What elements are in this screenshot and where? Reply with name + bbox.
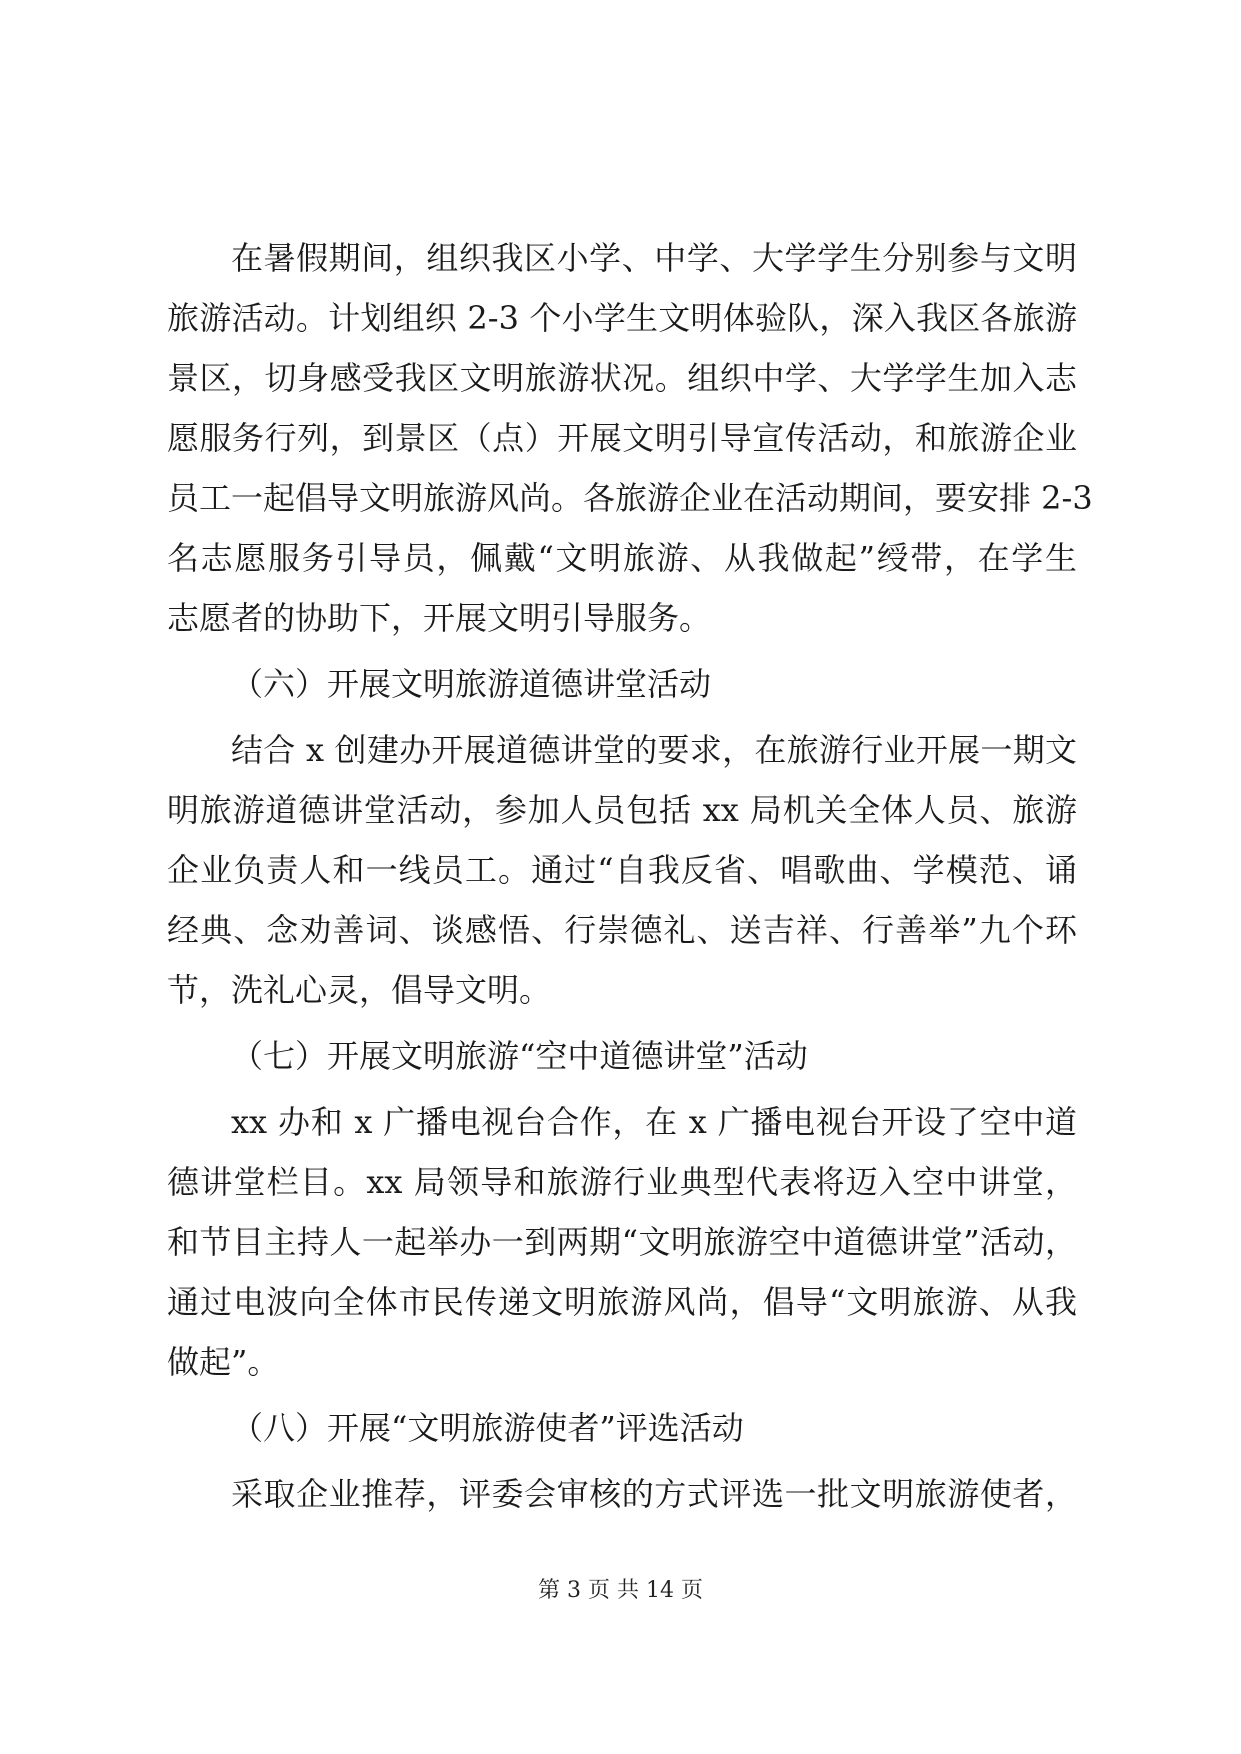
paragraph-line: 经典、念劝善词、谈感悟、行崇德礼、送吉祥、行善举”九个环 xyxy=(167,911,1077,949)
paragraph-line: 节，洗礼心灵，倡导文明。 xyxy=(167,971,552,1009)
page-footer: 第 3 页 共 14 页 xyxy=(538,1578,703,1603)
paragraph-line: xx 办和 x 广播电视台合作，在 x 广播电视台开设了空中道 xyxy=(231,1103,1077,1141)
paragraph-line: 德讲堂栏目。xx 局领导和旅游行业典型代表将迈入空中讲堂， xyxy=(167,1163,1077,1201)
section-heading: （七）开展文明旅游“空中道德讲堂”活动 xyxy=(231,1037,808,1075)
paragraph-line: 采取企业推荐，评委会审核的方式评选一批文明旅游使者， xyxy=(231,1475,1077,1513)
paragraph-line: 做起”。 xyxy=(167,1343,280,1381)
paragraph-line: 和节目主持人一起举办一到两期“文明旅游空中道德讲堂”活动， xyxy=(167,1223,1077,1261)
paragraph-line: 旅游活动。计划组织 2-3 个小学生文明体验队，深入我区各旅游 xyxy=(167,299,1077,337)
section-heading: （八）开展“文明旅游使者”评选活动 xyxy=(231,1409,744,1447)
paragraph-line: 愿服务行列，到景区（点）开展文明引导宣传活动，和旅游企业 xyxy=(167,419,1077,457)
paragraph-line: 结合 x 创建办开展道德讲堂的要求，在旅游行业开展一期文 xyxy=(231,731,1077,769)
paragraph-line: 在暑假期间，组织我区小学、中学、大学学生分别参与文明 xyxy=(231,239,1077,277)
paragraph-line: 名志愿服务引导员，佩戴“文明旅游、从我做起”绶带，在学生 xyxy=(167,539,1077,577)
paragraph-line: 企业负责人和一线员工。通过“自我反省、唱歌曲、学模范、诵 xyxy=(167,851,1077,889)
paragraph-line: 志愿者的协助下，开展文明引导服务。 xyxy=(167,599,712,637)
paragraph-line: 通过电波向全体市民传递文明旅游风尚，倡导“文明旅游、从我 xyxy=(167,1283,1077,1321)
paragraph-line: 员工一起倡导文明旅游风尚。各旅游企业在活动期间，要安排 2-3 xyxy=(167,479,1093,517)
paragraph-line: 景区，切身感受我区文明旅游状况。组织中学、大学学生加入志 xyxy=(167,359,1077,397)
section-heading: （六）开展文明旅游道德讲堂活动 xyxy=(231,665,712,703)
paragraph-line: 明旅游道德讲堂活动，参加人员包括 xx 局机关全体人员、旅游 xyxy=(167,791,1077,829)
